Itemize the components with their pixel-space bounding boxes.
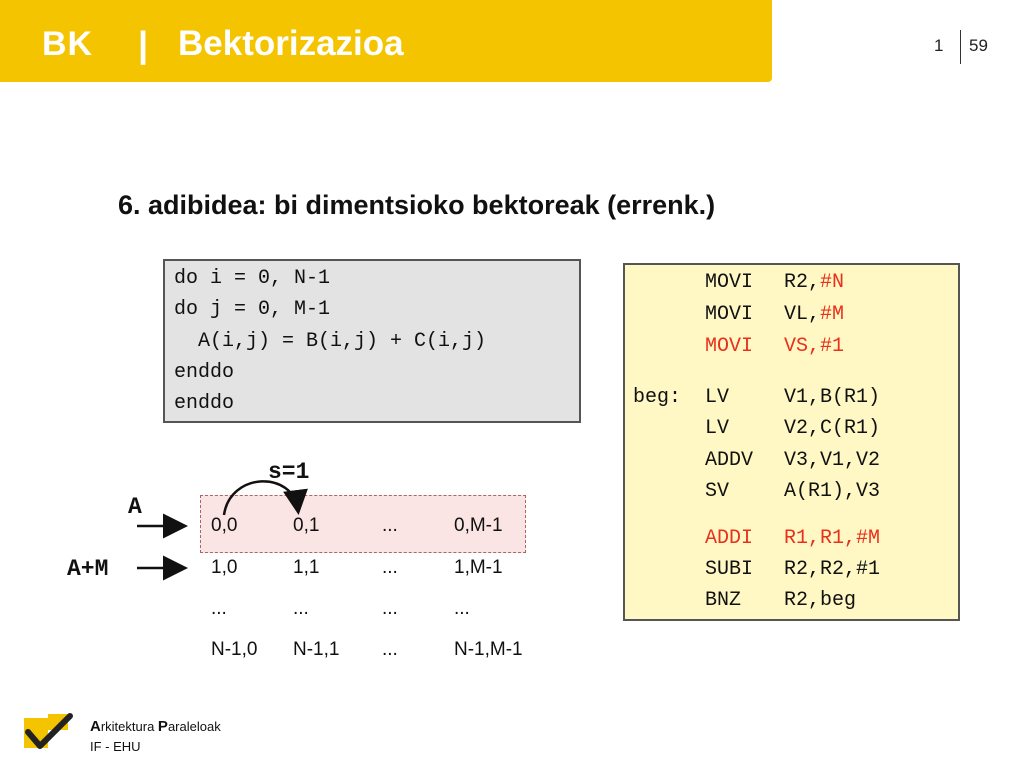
matrix-cell: 0,0: [211, 515, 238, 536]
asm-operands-highlight: R1,R1,#M: [784, 527, 881, 550]
header-title: Bektorizazioa: [178, 24, 404, 63]
asm-operands-plain: VL,: [784, 303, 821, 326]
page-total: 59: [969, 36, 988, 55]
footer-line-2: IF - EHU: [90, 739, 141, 754]
code-line: do i = 0, N-1: [174, 267, 331, 290]
asm-opcode: SV: [705, 480, 730, 503]
matrix-cell: ...: [454, 598, 470, 619]
code-line: A(i,j) = B(i,j) + C(i,j): [174, 330, 487, 353]
asm-operands-plain: R2,beg: [784, 589, 857, 612]
matrix-cell: ...: [382, 515, 398, 536]
slide-title: 6. adibidea: bi dimentsioko bektoreak (errenk.): [118, 190, 716, 220]
code-line: enddo: [174, 392, 235, 415]
header-separator: |: [138, 24, 149, 65]
matrix-cell: N-1,0: [211, 639, 258, 660]
asm-operands-plain: A(R1),V3: [784, 480, 881, 503]
asm-operands-plain: R2,: [784, 271, 821, 294]
stride-arrow: [224, 481, 298, 515]
asm-operands-plain: V1,B(R1): [784, 386, 881, 409]
matrix-cell: 0,M-1: [454, 515, 503, 536]
footer-initial-a: A: [90, 718, 101, 735]
code-line: enddo: [174, 361, 235, 384]
row-label-a: A: [128, 494, 142, 520]
matrix-cell: 0,1: [293, 515, 320, 536]
stride-label: s=1: [268, 459, 310, 485]
asm-operands-highlight: #N: [820, 271, 845, 294]
footer-line-1: [90, 718, 221, 735]
code-line: do j = 0, M-1: [174, 298, 331, 321]
asm-opcode: SUBI: [705, 558, 754, 581]
matrix-cell: N-1,1: [293, 639, 340, 660]
matrix-cell: 1,0: [211, 557, 238, 578]
asm-opcode: LV: [705, 417, 730, 440]
asm-label: beg:: [633, 386, 682, 409]
row-label-a-plus-m: A+M: [67, 556, 109, 582]
asm-operands-highlight: #M: [820, 303, 845, 326]
matrix-cell: 1,1: [293, 557, 320, 578]
asm-operands-highlight: VS,#1: [784, 335, 845, 358]
asm-opcode: ADDV: [705, 449, 754, 472]
matrix-cell: ...: [382, 557, 398, 578]
asm-operands-plain: V2,C(R1): [784, 417, 881, 440]
footer-initial-p: P: [157, 718, 168, 735]
footer-word-p: araleloak: [167, 719, 221, 734]
asm-opcode: ADDI: [705, 527, 754, 550]
page-current: 1: [934, 36, 944, 55]
footer-word-a: rkitektura: [100, 719, 158, 734]
asm-opcode: MOVI: [705, 335, 754, 358]
matrix-cell: ...: [211, 598, 227, 619]
matrix-cell: 1,M-1: [454, 557, 503, 578]
matrix-cell: N-1,M-1: [454, 639, 523, 660]
asm-opcode: MOVI: [705, 271, 754, 294]
matrix-cell: ...: [382, 598, 398, 619]
check-logo-icon: [22, 712, 74, 754]
asm-opcode: MOVI: [705, 303, 754, 326]
asm-operands-plain: R2,R2,#1: [784, 558, 881, 581]
matrix-cell: ...: [382, 639, 398, 660]
matrix-cell: ...: [293, 598, 309, 619]
asm-opcode: LV: [705, 386, 730, 409]
course-logo: BK: [42, 25, 94, 63]
asm-operands-plain: V3,V1,V2: [784, 449, 881, 472]
asm-opcode: BNZ: [705, 589, 742, 612]
